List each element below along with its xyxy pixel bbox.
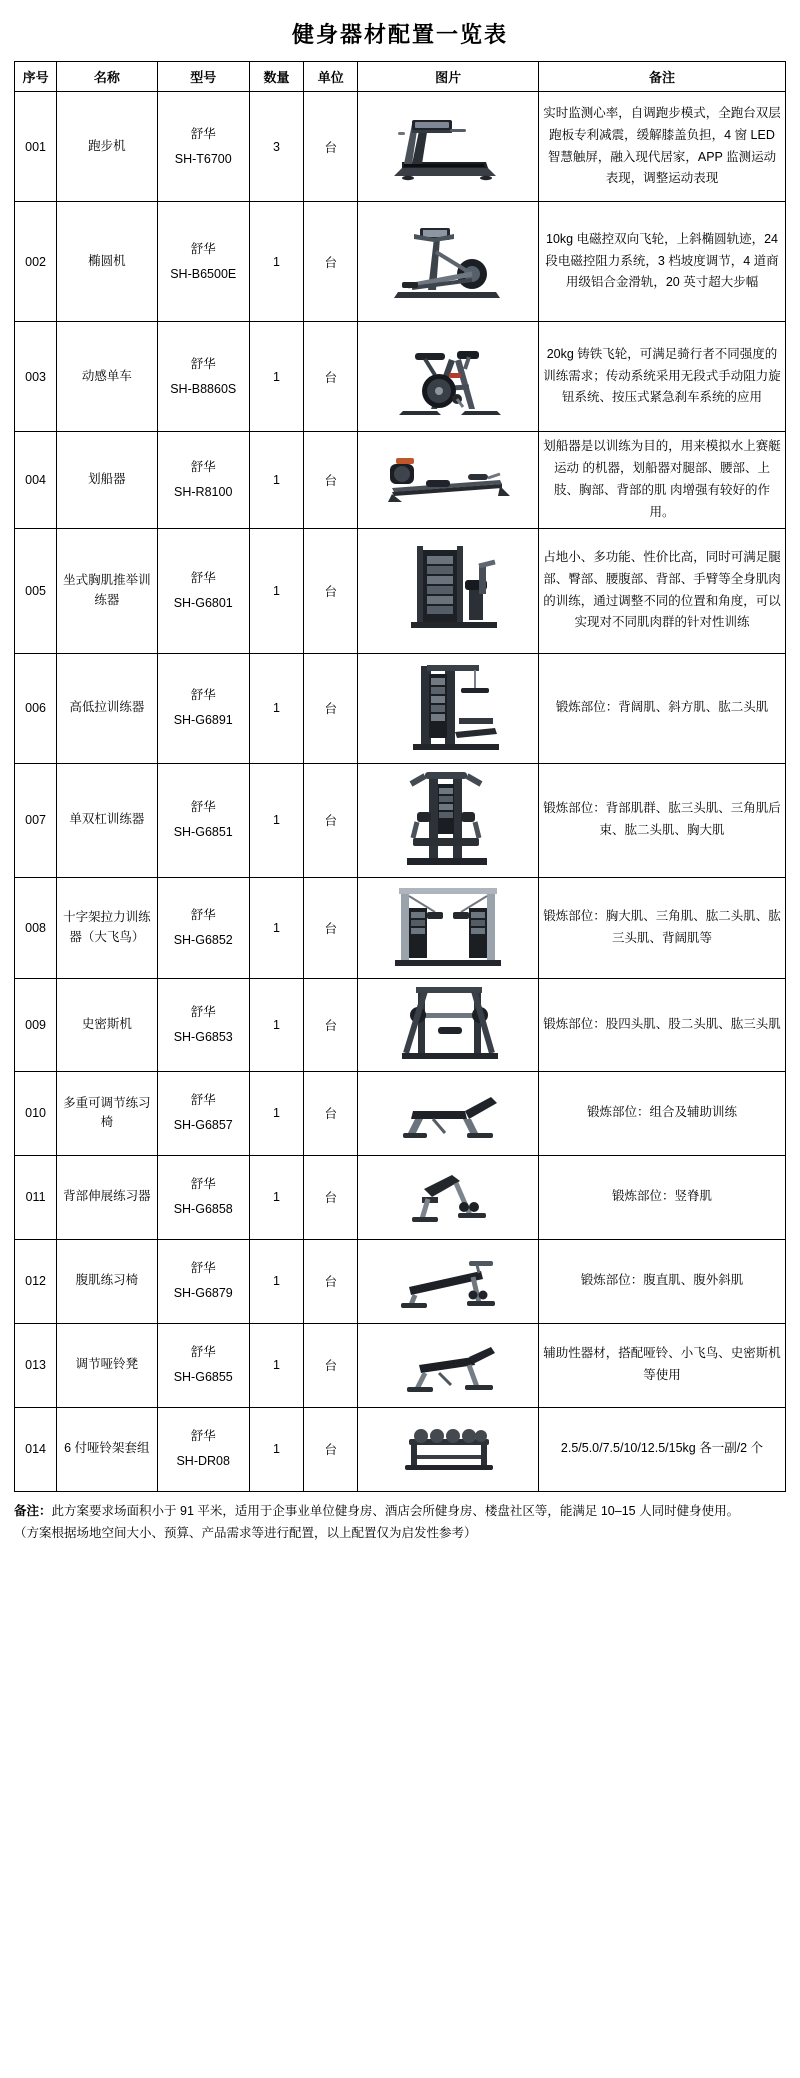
- col-header-name: 名称: [57, 62, 157, 92]
- row-unit: 台: [304, 1323, 358, 1407]
- table-row: [15, 1407, 786, 1491]
- row-model: [157, 653, 249, 763]
- adjustable-bench-photo: [361, 1081, 535, 1145]
- row-name: 史密斯机: [57, 978, 157, 1071]
- table-row: [15, 763, 786, 877]
- row-unit: 台: [304, 1071, 358, 1155]
- row-model: [157, 877, 249, 978]
- row-image: [358, 322, 539, 432]
- row-model-code: SH-G6857: [173, 1118, 233, 1132]
- treadmill-photo: [361, 102, 535, 192]
- row-model: [157, 1407, 249, 1491]
- row-image: [358, 432, 539, 529]
- row-note: 锻炼部位：竖脊肌: [539, 1155, 786, 1239]
- row-model-brand: 舒华: [190, 1004, 216, 1019]
- row-note: 锻炼部位：背部肌群、肱三头肌、三角肌后束、肱二头肌、胸大肌: [539, 763, 786, 877]
- dip-pullup-station-photo: [361, 768, 535, 873]
- row-name: 背部伸展练习器: [57, 1155, 157, 1239]
- row-no: 004: [15, 432, 57, 529]
- row-qty: 1: [249, 1071, 303, 1155]
- row-note: 锻炼部位：胸大肌、三角肌、肱二头肌、肱三头肌、背阔肌等: [539, 877, 786, 978]
- row-name: 椭圆机: [57, 202, 157, 322]
- row-model-brand: 舒华: [190, 459, 216, 474]
- row-qty: 1: [249, 432, 303, 529]
- col-header-model: 型号: [157, 62, 249, 92]
- chest-press-photo: [361, 536, 535, 646]
- rowing-machine-photo: [361, 444, 535, 516]
- row-unit: 台: [304, 322, 358, 432]
- row-image: [358, 978, 539, 1071]
- row-name: 6 付哑铃架套组: [57, 1407, 157, 1491]
- row-model-brand: 舒华: [190, 356, 216, 371]
- table-row: [15, 92, 786, 202]
- row-qty: 1: [249, 763, 303, 877]
- row-name: 单双杠训练器: [57, 763, 157, 877]
- row-image: [358, 1155, 539, 1239]
- row-model-code: SH-G6801: [173, 595, 233, 610]
- row-note: 实时监测心率，自调跑步模式，全跑台双层跑板专利减震，缓解膝盖负担，4 窗 LED 智慧触屏，融入现代居家，APP 监测运动表现，调整运动表现: [539, 92, 786, 202]
- row-qty: 1: [249, 528, 303, 653]
- row-image: [358, 1239, 539, 1323]
- table-row: [15, 877, 786, 978]
- row-model: [157, 1239, 249, 1323]
- row-qty: 1: [249, 1407, 303, 1491]
- row-image: [358, 528, 539, 653]
- row-image: [358, 763, 539, 877]
- row-no: 008: [15, 877, 57, 978]
- row-no: 003: [15, 322, 57, 432]
- table-body: [15, 92, 786, 1492]
- dumbbell-rack-photo: [361, 1417, 535, 1481]
- row-no: 011: [15, 1155, 57, 1239]
- footer-line-1-text: 此方案要求场面积小于 91 平米，适用于企事业单位健身房、酒店会所健身房、楼盘社区等，能满足 10–15 人同时健身使用。: [51, 1503, 740, 1518]
- dumbbell-bench-photo: [361, 1333, 535, 1397]
- table-row: [15, 1155, 786, 1239]
- row-no: 007: [15, 763, 57, 877]
- row-model-code: SH-G6891: [173, 713, 233, 727]
- row-no: 005: [15, 528, 57, 653]
- table-row: [15, 528, 786, 653]
- row-model-code: SH-R8100: [174, 484, 233, 499]
- row-model-brand: 舒华: [190, 1261, 216, 1275]
- row-model-brand: 舒华: [190, 1093, 216, 1107]
- row-qty: 1: [249, 978, 303, 1071]
- col-header-image: 图片: [358, 62, 539, 92]
- row-image: [358, 202, 539, 322]
- row-model-brand: 舒华: [190, 126, 216, 141]
- row-model: [157, 202, 249, 322]
- row-unit: 台: [304, 1155, 358, 1239]
- row-qty: 1: [249, 1323, 303, 1407]
- row-qty: 1: [249, 653, 303, 763]
- footer-notes: [14, 1500, 786, 1545]
- table-row: [15, 978, 786, 1071]
- row-no: 013: [15, 1323, 57, 1407]
- footer-line-1: [14, 1500, 786, 1523]
- row-model-code: SH-G6852: [173, 932, 233, 947]
- row-qty: 3: [249, 92, 303, 202]
- row-image: [358, 653, 539, 763]
- row-model-brand: 舒华: [190, 688, 216, 702]
- row-note: 10kg 电磁控双向飞轮，上斜椭圆轨迹，24 段电磁控阻力系统，3 档坡度调节，4 道商用级铝合金滑轨，20 英寸超大步幅: [539, 202, 786, 322]
- row-name: 多重可调节练习椅: [57, 1071, 157, 1155]
- footer-line-2: （方案根据场地空间大小、预算、产品需求等进行配置，以上配置仅为启发性参考）: [14, 1526, 477, 1540]
- row-note: 占地小、多功能、性价比高，同时可满足腿部、臀部、腰腹部、背部、手臂等全身肌肉的训练，通过调整不同的位置和角度，可以实现对不同肌肉群的针对性训练: [539, 528, 786, 653]
- col-header-note: 备注: [539, 62, 786, 92]
- table-row: [15, 1239, 786, 1323]
- row-unit: 台: [304, 202, 358, 322]
- row-model-code: SH-G6858: [173, 1202, 233, 1216]
- row-no: 014: [15, 1407, 57, 1491]
- row-model-brand: 舒华: [190, 1429, 216, 1443]
- table-row: [15, 202, 786, 322]
- row-model-brand: 舒华: [190, 800, 216, 814]
- row-no: 009: [15, 978, 57, 1071]
- row-note: 2.5/5.0/7.5/10/12.5/15kg 各一副/2 个: [539, 1407, 786, 1491]
- page-title: 健身器材配置一览表: [291, 22, 508, 47]
- row-image: [358, 877, 539, 978]
- row-model: [157, 528, 249, 653]
- row-model-code: SH-G6853: [173, 1029, 233, 1044]
- row-model-code: SH-T6700: [174, 151, 232, 166]
- row-image: [358, 1071, 539, 1155]
- ab-bench-photo: [361, 1249, 535, 1313]
- cable-crossover-photo: [361, 882, 535, 974]
- elliptical-photo: [361, 212, 535, 312]
- row-model-code: SH-B6500E: [170, 266, 237, 281]
- row-model-code: SH-B8860S: [170, 381, 237, 396]
- row-unit: 台: [304, 763, 358, 877]
- row-model-code: SH-G6879: [173, 1286, 233, 1300]
- row-note: 锻炼部位：腹直肌、腹外斜肌: [539, 1239, 786, 1323]
- row-unit: 台: [304, 1239, 358, 1323]
- row-qty: 1: [249, 202, 303, 322]
- row-no: 010: [15, 1071, 57, 1155]
- row-no: 002: [15, 202, 57, 322]
- table-row: [15, 653, 786, 763]
- row-unit: 台: [304, 432, 358, 529]
- row-note: 划船器是以训练为目的，用来模拟水上赛艇运动 的机器，划船器对腿部、腰部、上肢、胸部、背部的肌 肉增强有较好的作用。: [539, 432, 786, 529]
- row-unit: 台: [304, 978, 358, 1071]
- row-qty: 1: [249, 877, 303, 978]
- row-model: [157, 1323, 249, 1407]
- row-name: 调节哑铃凳: [57, 1323, 157, 1407]
- smith-machine-photo: [361, 983, 535, 1067]
- row-image: [358, 1323, 539, 1407]
- table-row: [15, 1071, 786, 1155]
- row-name: 十字架拉力训练器（大飞鸟）: [57, 877, 157, 978]
- row-model-code: SH-G6855: [173, 1370, 233, 1384]
- col-header-no: 序号: [15, 62, 57, 92]
- row-qty: 1: [249, 1155, 303, 1239]
- row-note: 锻炼部位：背阔肌、斜方肌、肱二头肌: [539, 653, 786, 763]
- row-model-code: SH-DR08: [176, 1454, 230, 1468]
- row-no: 012: [15, 1239, 57, 1323]
- table-row: [15, 1323, 786, 1407]
- row-model: [157, 1071, 249, 1155]
- row-image: [358, 92, 539, 202]
- row-note: 锻炼部位：组合及辅助训练: [539, 1071, 786, 1155]
- table-row: [15, 322, 786, 432]
- row-unit: 台: [304, 92, 358, 202]
- row-model-brand: 舒华: [190, 570, 216, 585]
- row-model-brand: 舒华: [190, 1177, 216, 1191]
- row-name: 动感单车: [57, 322, 157, 432]
- row-model: [157, 432, 249, 529]
- row-no: 001: [15, 92, 57, 202]
- row-unit: 台: [304, 528, 358, 653]
- row-model: [157, 322, 249, 432]
- row-unit: 台: [304, 877, 358, 978]
- row-model: [157, 978, 249, 1071]
- row-note: 20kg 铸铁飞轮，可满足骑行者不同强度的训练需求；传动系统采用无段式手动阻力旋钮系统、按压式紧急刹车系统的应用: [539, 322, 786, 432]
- row-note: 锻炼部位：股四头肌、股二头肌、肱三头肌: [539, 978, 786, 1071]
- row-model: [157, 1155, 249, 1239]
- footer-label: 备注：: [14, 1503, 52, 1518]
- row-model-brand: 舒华: [190, 907, 216, 922]
- row-name: 腹肌练习椅: [57, 1239, 157, 1323]
- lat-pulldown-photo: [361, 658, 535, 758]
- table-header-row: [15, 62, 786, 92]
- row-unit: 台: [304, 1407, 358, 1491]
- row-model-brand: 舒华: [190, 1345, 216, 1359]
- row-qty: 1: [249, 322, 303, 432]
- row-model-code: SH-G6851: [173, 825, 233, 839]
- row-model: [157, 763, 249, 877]
- row-note: 辅助性器材，搭配哑铃、小飞鸟、史密斯机等使用: [539, 1323, 786, 1407]
- row-name: 高低拉训练器: [57, 653, 157, 763]
- row-unit: 台: [304, 653, 358, 763]
- row-name: 坐式胸肌推举训练器: [57, 528, 157, 653]
- row-qty: 1: [249, 1239, 303, 1323]
- equipment-table: [14, 61, 786, 1492]
- row-name: 划船器: [57, 432, 157, 529]
- row-model: [157, 92, 249, 202]
- row-no: 006: [15, 653, 57, 763]
- spin-bike-photo: [361, 329, 535, 425]
- row-model-brand: 舒华: [190, 241, 216, 256]
- row-name: 跑步机: [57, 92, 157, 202]
- col-header-qty: 数量: [249, 62, 303, 92]
- row-image: [358, 1407, 539, 1491]
- back-extension-photo: [361, 1163, 535, 1231]
- col-header-unit: 单位: [304, 62, 358, 92]
- table-row: [15, 432, 786, 529]
